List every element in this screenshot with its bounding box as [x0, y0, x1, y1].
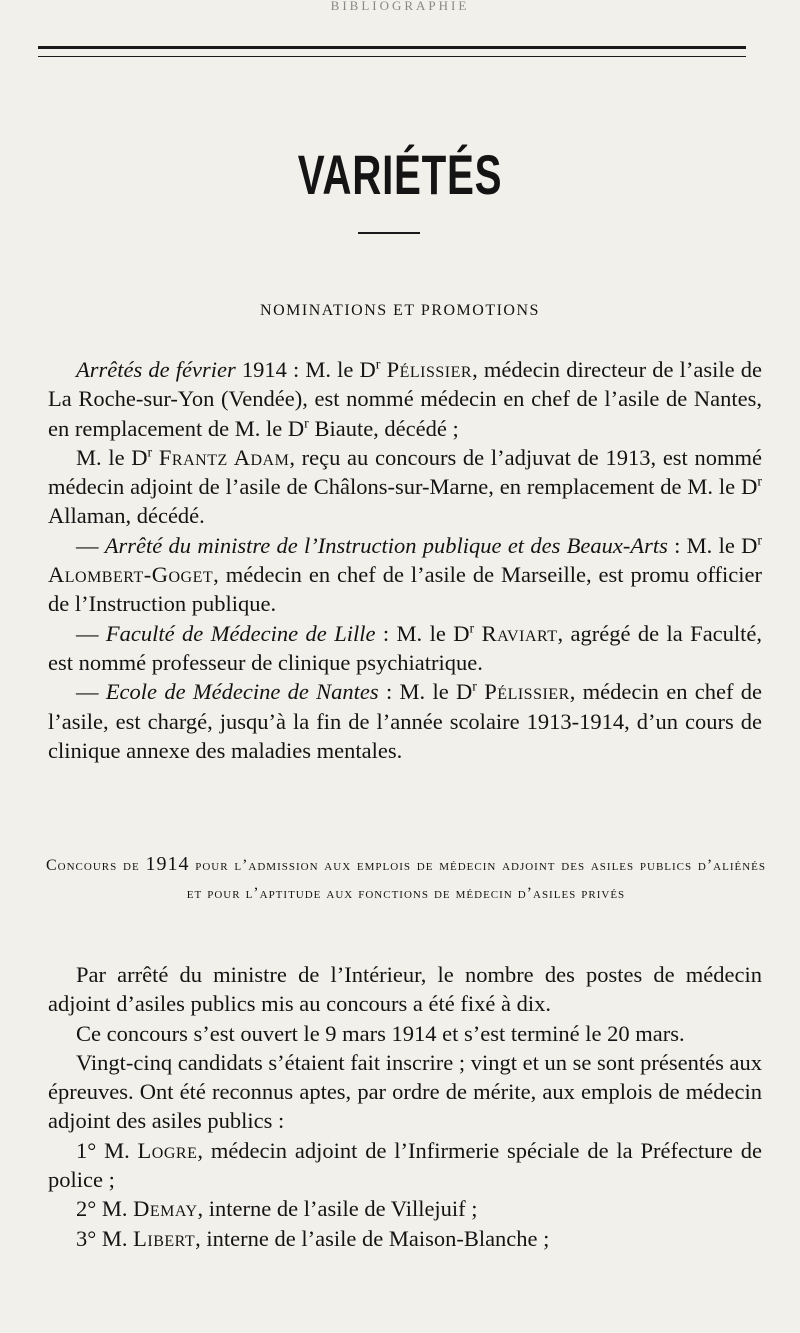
person-name: Alombert-Goget — [48, 562, 214, 588]
top-double-rule — [38, 46, 746, 49]
text-run — [474, 621, 481, 646]
paragraph — [48, 1019, 762, 1048]
paragraph — [48, 1224, 762, 1253]
text-run: : M. le D — [667, 532, 758, 558]
text-run: , médecin en chef de l’asile de Marseille, est promu officier de l’Instruction publique. — [48, 562, 762, 617]
text-run: : M. le D — [375, 620, 470, 646]
text-run — [152, 445, 159, 470]
text-run: 1° M. — [76, 1137, 138, 1163]
paragraph — [48, 443, 762, 531]
text-run: , médecin adjoint de l’Infirmerie spéciale de la Préfecture de police ; — [48, 1137, 762, 1193]
text-run: , agrégé de la Faculté, est nommé professeur de clinique psychiatrique. — [48, 620, 763, 675]
text-run: r — [472, 679, 477, 695]
heading-part-after: pour l’admission aux emplois de médecin adjoint des asiles publics d’aliénés et pour l’aptitude aux fonctions de médecin d’asiles privés — [186, 857, 767, 902]
text-run: Biaute, décédé ; — [308, 415, 459, 441]
text-run: , médecin en chef de l’asile, est chargé, jusqu’à la fin de l’année scolaire 1913-1914, d’un cours de clinique annexe des maladies mentales. — [48, 679, 763, 763]
person-name: Libert — [133, 1225, 196, 1251]
paragraph — [48, 1194, 762, 1223]
paragraph — [48, 1136, 762, 1195]
text-run: r — [304, 416, 309, 432]
text-run: r — [147, 445, 153, 461]
section-body-nominations — [48, 355, 762, 765]
page-title: VARIÉTÉS — [297, 143, 503, 206]
text-run: , médecin directeur de l’asile de La Roche-sur-Yon (Vendée), est nommé médecin en chef de l’asile de Nantes, en remplacement de M. le D — [48, 357, 763, 441]
paragraph — [48, 1048, 762, 1136]
text-run: r — [375, 357, 381, 373]
text-run: M. le D — [76, 444, 148, 470]
text-run: Allaman, décédé. — [48, 503, 205, 529]
text-run: : M. le D — [378, 679, 473, 705]
person-name: Pélissier — [386, 357, 473, 382]
text-run: , interne de l’asile de Maison-Blanche ; — [195, 1225, 550, 1251]
italic-text: Ecole de Médecine de Nantes — [105, 679, 379, 705]
section-heading-concours — [46, 850, 766, 908]
text-run: 2° M. — [76, 1196, 134, 1222]
text-run: — — [76, 532, 105, 558]
title-underline — [358, 232, 420, 234]
text-run: Ce concours s’est ouvert le 9 mars 1914 et s’est terminé le 20 mars. — [76, 1020, 685, 1046]
text-run: 3° M. — [76, 1225, 134, 1251]
running-head: BIBLIOGRAPHIE — [330, 0, 470, 12]
text-run: r — [757, 474, 762, 490]
text-run: , reçu au concours de l’adjuvat de 1913, est nommé médecin adjoint de l’asile de Châlons-sur-Marne, en remplacement de M. le D — [48, 444, 763, 500]
paragraph — [48, 619, 762, 678]
italic-text: Arrêtés de février — [76, 357, 236, 382]
top-double-rule-thin — [38, 56, 746, 57]
text-run: 1914 : M. le D — [235, 357, 376, 382]
paragraph — [48, 531, 762, 619]
section-body-concours — [48, 960, 762, 1253]
section-heading-nominations: NOMINATIONS ET PROMOTIONS — [260, 302, 540, 319]
text-run: — — [76, 620, 106, 646]
person-name: Logre — [137, 1137, 198, 1163]
person-name: Frantz Adam — [158, 444, 290, 470]
italic-text: Faculté de Médecine de Lille — [105, 620, 376, 646]
paragraph — [48, 960, 762, 1019]
text-run: Vingt-cinq candidats s’étaient fait inscrire ; vingt et un se sont présentés aux épreuves. Ont été reconnus aptes, par ordre de mérite, aux emplois de médecin adjoint des asiles publics : — [48, 1049, 762, 1134]
paragraph — [48, 355, 762, 443]
text-run: , interne de l’asile de Villejuif ; — [197, 1196, 478, 1222]
text-run: r — [757, 533, 763, 549]
text-run: Par arrêté du ministre de l’Intérieur, le nombre des postes de médecin adjoint d’asiles publics mis au concours a été fixé à dix. — [48, 962, 762, 1017]
heading-year: 1914 — [145, 853, 190, 875]
person-name: Demay — [133, 1196, 198, 1222]
heading-part-before: Concours de — [46, 857, 140, 874]
person-name: Pélissier — [484, 679, 570, 705]
paragraph — [48, 677, 762, 765]
person-name: Raviart — [481, 620, 558, 646]
italic-text: Arrêté du ministre de l’Instruction publique et des Beaux-Arts — [104, 532, 668, 558]
text-run: — — [76, 679, 106, 705]
text-run: r — [469, 621, 475, 637]
